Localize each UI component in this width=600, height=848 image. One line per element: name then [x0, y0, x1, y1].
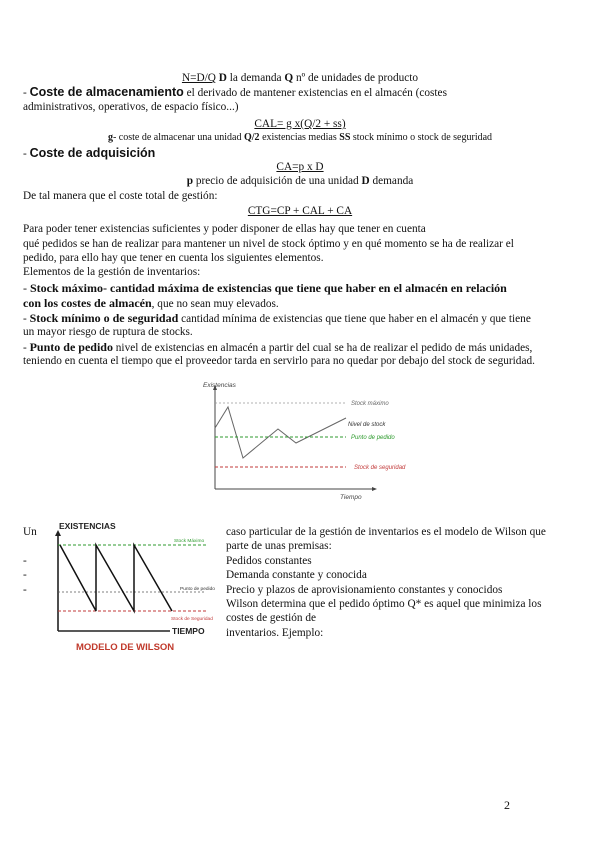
stock-min-rest1: cantidad mínima de existencias que tiene que haber en el almacén y que tiene — [178, 313, 531, 325]
legend-g-desc: - coste de almacenar una unidad — [112, 132, 244, 143]
chart2-caption: MODELO DE WILSON — [76, 642, 175, 653]
almacenamiento-legend — [0, 131, 600, 145]
stock-max-dash: - — [23, 281, 30, 295]
chart1-max-label: Stock máximo — [351, 401, 389, 407]
wilson-un: Un — [23, 526, 37, 538]
stock-max-line2 — [23, 296, 279, 311]
stock-max-line1 — [23, 281, 507, 295]
adquisicion-dash: - — [23, 148, 30, 160]
stock-levels-chart — [198, 373, 433, 503]
wilson-bullet-2: - — [23, 569, 27, 581]
stock-max-bold2: con los costes de almacén — [23, 296, 152, 310]
stock-min-line1 — [23, 311, 531, 326]
chart1-nivel-label: Nivel de stock — [348, 422, 386, 428]
adquisicion-line — [23, 146, 155, 161]
chart2-seguridad-label: Stock de Seguridad — [171, 617, 213, 622]
chart1-xlabel: Tiempo — [340, 494, 362, 501]
chart2-max-label: Stock Máximo — [174, 539, 205, 544]
wilson-model-chart — [46, 519, 218, 653]
wilson-t3: Wilson determina que el pedido óptimo Q* es aquel que minimiza los — [226, 598, 542, 610]
punto-pedido-bold: Punto de pedido — [29, 340, 113, 354]
chart2-xlabel: TIEMPO — [172, 626, 205, 636]
punto-pedido-rest2: teniendo en cuenta el tiempo que el proveedor tarda en servirlo para no quedar por debajo del stock de seguridad. — [23, 355, 535, 367]
almacenamiento-desc1: el derivado de mantener existencias en el almacén (costes — [183, 87, 447, 99]
stock-max-bold1: Stock máximo- cantidad máxima de existencias que tiene que haber en el almacén en relación — [30, 281, 507, 295]
formula-n-d: D — [218, 72, 227, 84]
chart1-ylabel: Existencias — [203, 382, 236, 389]
adquisicion-legend — [0, 174, 600, 188]
wilson-t2: parte de unas premisas: — [226, 540, 332, 552]
stock-min-bold: Stock mínimo o de seguridad — [29, 311, 179, 325]
wilson-bullet-1: - — [23, 555, 27, 567]
body-p3: pedido, para ello hay que tener en cuenta los siguientes elementos. — [23, 252, 324, 264]
punto-pedido-dash: - — [23, 342, 30, 354]
page-number: 2 — [504, 798, 510, 812]
legend-q2-desc: existencias medias — [259, 132, 340, 143]
total-intro: De tal manera que el coste total de gestión: — [23, 190, 218, 202]
chart1-background — [198, 373, 433, 503]
body-p1: Para poder tener existencias suficientes y poder disponer de ellas hay que tener en cuenta — [23, 223, 426, 235]
almacenamiento-title: Coste de almacenamiento — [29, 85, 184, 99]
legend-p: p — [186, 175, 194, 187]
legend-d: D — [361, 175, 370, 187]
stock-min-dash: - — [23, 313, 30, 325]
adquisicion-formula: CA=p x D — [276, 161, 324, 173]
almacenamiento-dash: - — [23, 87, 30, 99]
legend-g: g — [107, 132, 113, 143]
chart2-ylabel: EXISTENCIAS — [59, 521, 116, 531]
stock-min-rest2: un mayor riesgo de ruptura de stocks. — [23, 326, 193, 338]
formula-n-line — [0, 71, 600, 85]
formula-n-q: Q — [284, 72, 294, 84]
formula-n: N=D/Q — [181, 72, 216, 84]
legend-d-desc: demanda — [369, 175, 414, 187]
body-p2: qué pedidos se han de realizar para mantener un nivel de stock óptimo y en qué momento se ha de realizar el — [23, 238, 514, 250]
formula-n-d-desc: la demanda — [226, 72, 285, 84]
wilson-t5: inventarios. Ejemplo: — [226, 627, 324, 639]
legend-p-desc: precio de adquisición de una unidad — [193, 175, 362, 187]
almacenamiento-formula: CAL= g x(Q/2 + ss) — [254, 118, 346, 130]
almacenamiento-desc2: administrativos, operativos, de espacio físico...) — [23, 101, 239, 113]
legend-ss-desc: stock mínimo o stock de seguridad — [350, 132, 493, 143]
chart1-seguridad-label: Stock de seguridad — [354, 465, 406, 471]
wilson-item-1: Pedidos constantes — [226, 555, 312, 567]
formula-n-q-desc: nº de unidades de producto — [293, 72, 419, 84]
almacenamiento-line1 — [23, 85, 447, 100]
stock-max-rest: , que no sean muy elevados. — [151, 298, 279, 310]
legend-q2: Q/2 — [244, 132, 260, 143]
wilson-item-3: Precio y plazos de aprovisionamiento constantes y conocidos — [226, 584, 503, 596]
wilson-bullet-3: - — [23, 584, 27, 596]
punto-pedido-line1 — [23, 340, 532, 355]
body-p4: Elementos de la gestión de inventarios: — [23, 266, 201, 278]
wilson-t4: costes de gestión de — [226, 612, 317, 624]
adquisicion-title: Coste de adquisición — [29, 146, 156, 160]
legend-ss: SS — [339, 132, 351, 143]
chart1-punto-label: Punto de pedido — [351, 435, 395, 441]
punto-pedido-rest1: nivel de existencias en almacén a partir del cual se ha de realizar el pedido de más unidades, — [112, 342, 533, 354]
total-formula: CTG=CP + CAL + CA — [247, 205, 353, 217]
wilson-item-2: Demanda constante y conocida — [226, 569, 367, 581]
chart2-punto-label: Punto de pedido — [180, 587, 215, 592]
wilson-t1: caso particular de la gestión de inventarios es el modelo de Wilson que — [226, 526, 546, 538]
